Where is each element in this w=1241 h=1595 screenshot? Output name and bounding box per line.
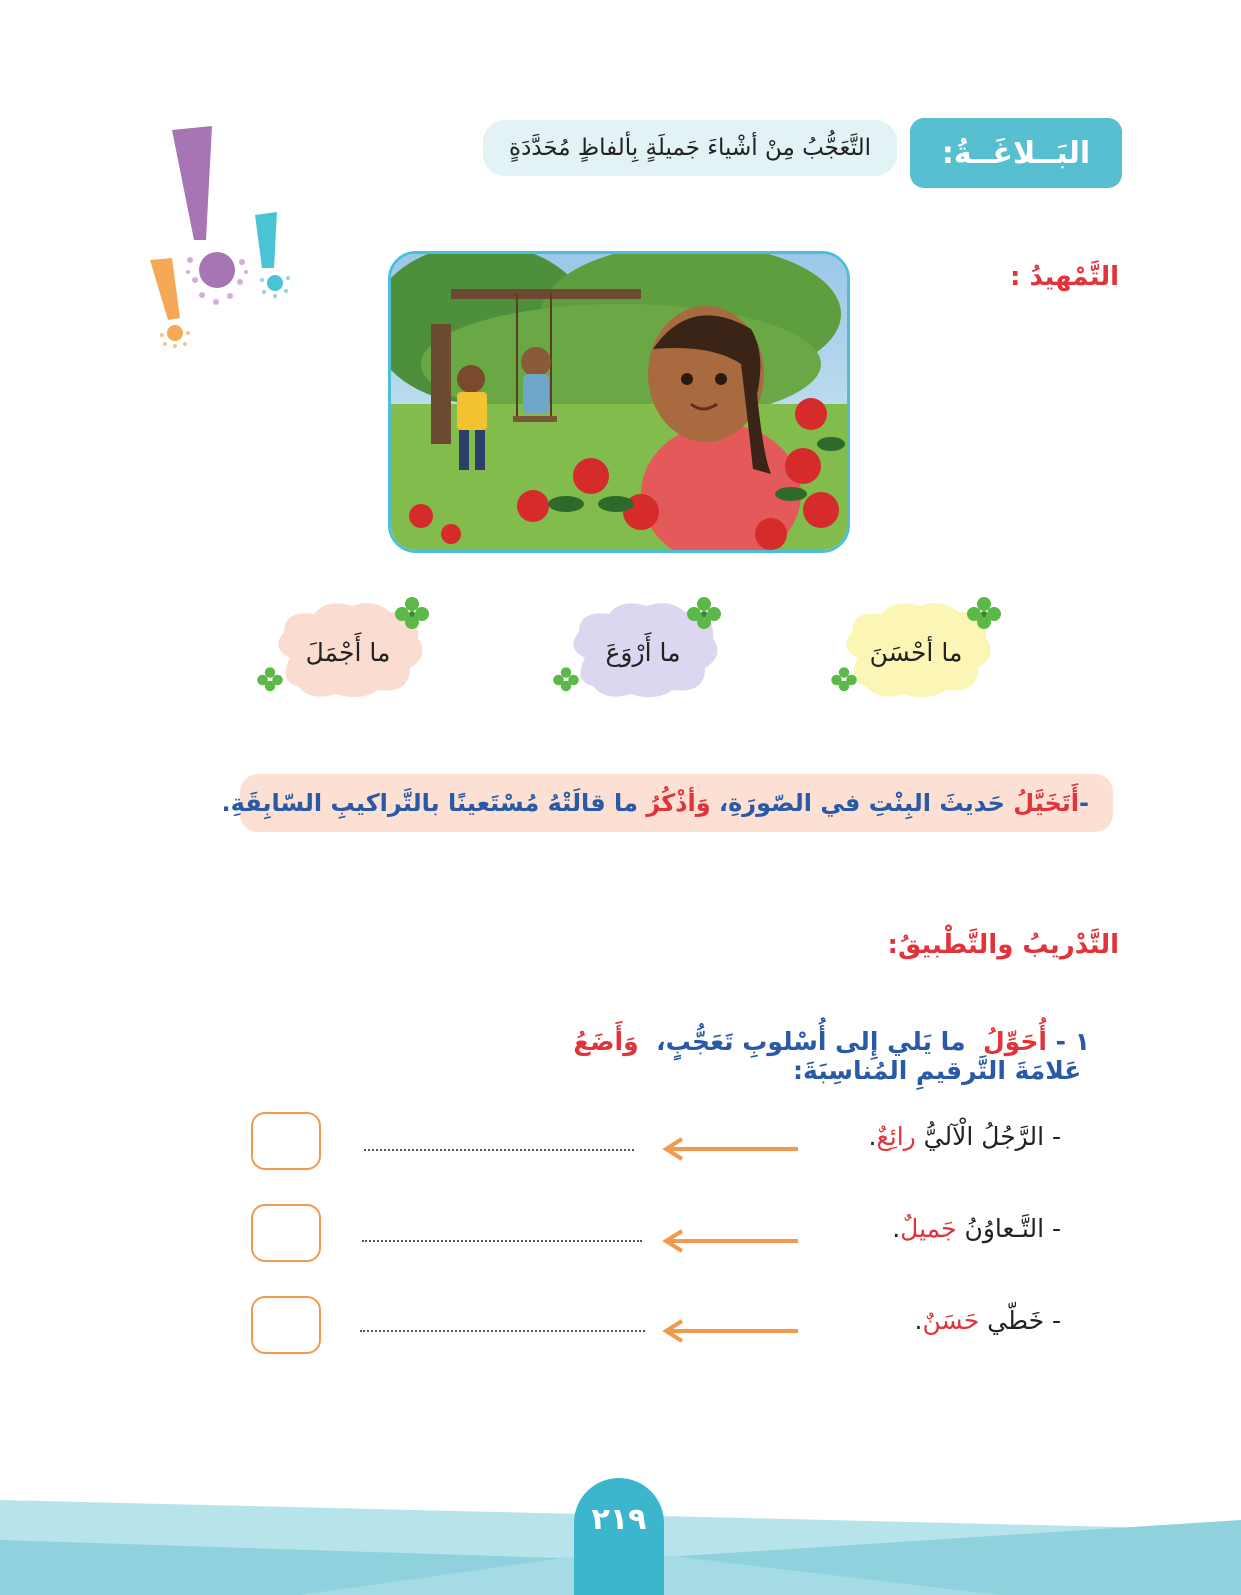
clover-icon bbox=[826, 662, 862, 698]
section-label: البَــلاغَــةُ: bbox=[910, 118, 1122, 188]
discussion-prompt bbox=[221, 774, 1113, 832]
punctuation-box[interactable] bbox=[251, 1204, 321, 1262]
clover-icon bbox=[388, 590, 436, 638]
intro-heading: التَّمْهيدُ : bbox=[1010, 262, 1119, 292]
exercise-item-1 bbox=[868, 1122, 1061, 1151]
prompt-text-end: ما قالَتْهُ مُسْتَعينًا بالتَّراكيبِ السّابِقَةِ. bbox=[221, 789, 647, 817]
clover-icon bbox=[960, 590, 1008, 638]
answer-line[interactable] bbox=[360, 1330, 645, 1332]
item-highlight: رائِعٌ bbox=[876, 1122, 916, 1151]
prompt-verb-imagine: أَتَخَيَّلُ bbox=[1013, 789, 1080, 817]
prompt-verb-mention: وَأذْكُرُ bbox=[646, 789, 711, 817]
exercise-item-3 bbox=[915, 1306, 1061, 1335]
item-period: . bbox=[892, 1214, 901, 1243]
clover-icon bbox=[680, 590, 728, 638]
practice-heading: التَّدْريبُ والتَّطْبيقُ: bbox=[887, 930, 1119, 960]
answer-line[interactable] bbox=[362, 1240, 642, 1242]
question-text: ما يَلي إِلى أُسْلوبِ تَعَجُّبٍ، bbox=[647, 1027, 975, 1056]
story-illustration bbox=[388, 251, 850, 553]
item-text: - خَطّي bbox=[979, 1306, 1061, 1335]
phrase-text: ما أَرْوَعَ bbox=[605, 638, 681, 667]
section-topic: التَّعَجُّبُ مِنْ أشْياءَ جَميلَةٍ بِألفاظٍ مُحَدَّدَةٍ bbox=[483, 120, 897, 176]
phrase-text: ما أحْسَنَ bbox=[869, 638, 963, 667]
question-verb-place: وَأَضَعُ bbox=[573, 1027, 639, 1056]
item-text: - الرَّجُلُ الْآليُّ bbox=[915, 1122, 1061, 1151]
question-text-end: عَلامَةَ التَّرقيمِ المُناسِبَةَ: bbox=[793, 1056, 1090, 1085]
arrow-left-icon bbox=[660, 1228, 800, 1254]
question-number: ١ - bbox=[1055, 1027, 1090, 1056]
item-text: - التَّـعاوُنُ bbox=[956, 1214, 1061, 1243]
exclamation-marks-decoration-icon bbox=[150, 120, 310, 360]
arrow-left-icon bbox=[660, 1318, 800, 1344]
item-period: . bbox=[914, 1306, 923, 1335]
exercise-item-2 bbox=[892, 1214, 1061, 1243]
clover-icon bbox=[548, 662, 584, 698]
prompt-text: حَديثَ البِنْتِ في الصّورَةِ، bbox=[710, 789, 1014, 817]
arrow-left-icon bbox=[660, 1136, 800, 1162]
item-highlight: جَميلٌ bbox=[900, 1214, 957, 1243]
answer-line[interactable] bbox=[364, 1149, 634, 1151]
prompt-dash: - bbox=[1079, 789, 1089, 817]
question-verb-convert: أُحَوِّلُ bbox=[982, 1027, 1047, 1056]
item-period: . bbox=[868, 1122, 877, 1151]
question-1 bbox=[300, 1027, 1090, 1085]
page-number: ٢١٩ bbox=[574, 1478, 664, 1595]
clover-icon bbox=[252, 662, 288, 698]
punctuation-box[interactable] bbox=[251, 1296, 321, 1354]
phrase-text: ما أَجْمَلَ bbox=[305, 638, 391, 667]
punctuation-box[interactable] bbox=[251, 1112, 321, 1170]
item-highlight: حَسَنٌ bbox=[922, 1306, 980, 1335]
